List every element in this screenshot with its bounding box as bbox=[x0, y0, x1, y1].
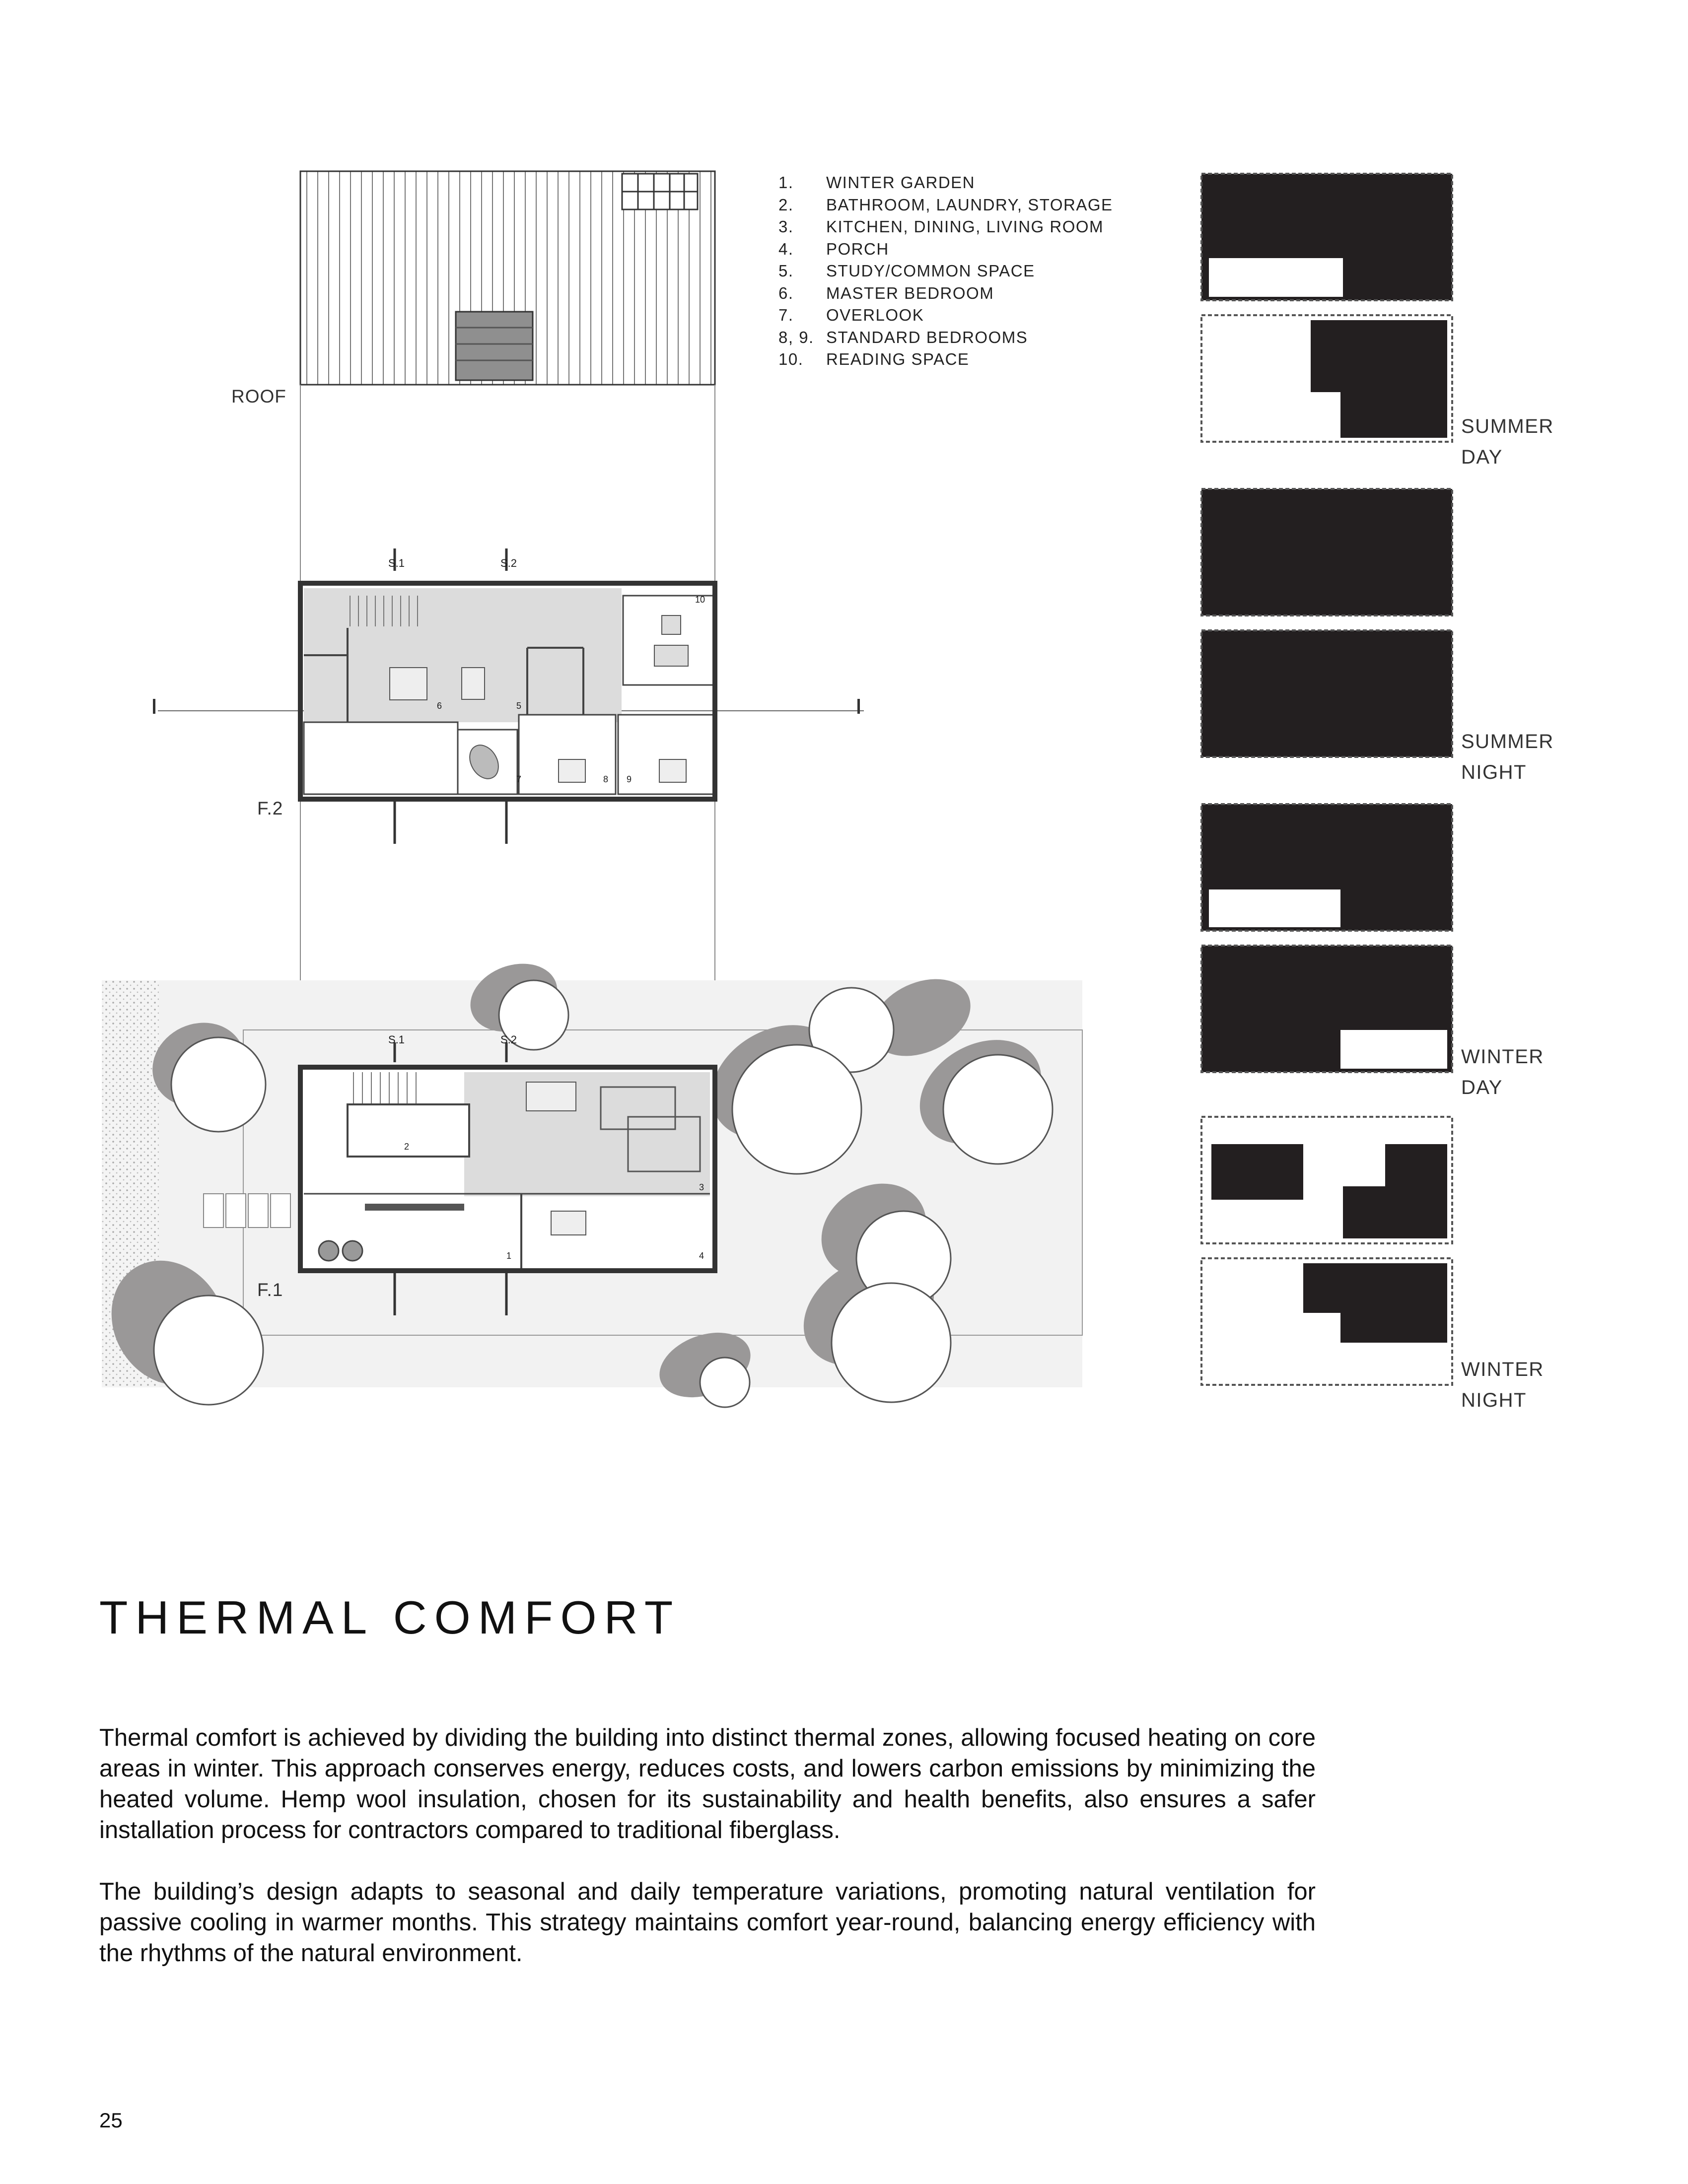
legend-item bbox=[778, 304, 1113, 327]
legend-num: 6. bbox=[778, 283, 794, 302]
legend-label: STANDARD BEDROOMS bbox=[826, 328, 1028, 346]
level-label-roof: ROOF bbox=[231, 386, 286, 407]
roof-solar-panel bbox=[456, 312, 533, 380]
legend-label: OVERLOOK bbox=[826, 306, 924, 324]
legend-item bbox=[778, 327, 1113, 349]
section-mark-s2: S.2 bbox=[500, 557, 517, 569]
zone-label-summer-day: SUMMER DAY bbox=[1461, 415, 1554, 468]
zone-summer-day bbox=[1201, 174, 1452, 442]
page-number: 25 bbox=[99, 2109, 123, 2132]
legend-num: 7. bbox=[778, 306, 794, 324]
section-mark-s2: S.2 bbox=[500, 1033, 517, 1046]
zone-label-summer-night: SUMMER NIGHT bbox=[1461, 731, 1554, 783]
room-tag: 10 bbox=[695, 595, 705, 605]
level-label-f2: F.2 bbox=[257, 798, 283, 819]
room-tag: 4 bbox=[699, 1251, 704, 1261]
room-tag: 6 bbox=[437, 701, 442, 711]
zone-winter-night bbox=[1201, 1117, 1452, 1385]
legend-num: 1. bbox=[778, 173, 794, 192]
legend-label: MASTER BEDROOM bbox=[826, 283, 994, 302]
legend-label: STUDY/COMMON SPACE bbox=[826, 262, 1035, 280]
zone-label-winter-day: WINTER DAY bbox=[1461, 1046, 1544, 1098]
legend-label: READING SPACE bbox=[826, 350, 970, 368]
body-paragraph: The building’s design adapts to seasonal and daily temperature variations, promoting natural ventilation for passive cooling in warmer months. This strategy maintains comfort year-round, balancing energy efficiency with the rhythms of the natural environment. bbox=[99, 1878, 1316, 1967]
zone-winter-day bbox=[1201, 804, 1452, 1072]
legend-item bbox=[778, 260, 1113, 282]
room-tag: 1 bbox=[506, 1251, 512, 1261]
level-label-f1: F.1 bbox=[257, 1280, 283, 1300]
section-mark-s1: S.1 bbox=[388, 1033, 405, 1046]
room-tag: 9 bbox=[627, 774, 632, 784]
section-mark-s1: S.1 bbox=[388, 557, 405, 569]
legend-item bbox=[778, 216, 1113, 238]
legend-item bbox=[778, 194, 1113, 216]
body-paragraph: Thermal comfort is achieved by dividing the building into distinct thermal zones, allowing focused heating on core areas in winter. This approach conserves energy, reduces costs, and lowers carbon emissions by minimizing the heated volume. Hemp wool insulation, chosen for its sustainability and health benefits, also ensures a safer installation process for contractors compared to traditional fiberglass. bbox=[99, 1724, 1316, 1843]
zone-label-winter-night: WINTER NIGHT bbox=[1461, 1359, 1544, 1411]
legend-item bbox=[778, 172, 1113, 194]
roof-plan bbox=[300, 171, 715, 385]
room-tag: 7 bbox=[516, 774, 522, 784]
roof-skylight bbox=[622, 174, 698, 209]
legend-item bbox=[778, 238, 1113, 261]
zone-summer-night bbox=[1201, 489, 1452, 757]
legend-num: 8, 9. bbox=[778, 328, 814, 346]
legend-label: WINTER GARDEN bbox=[826, 173, 975, 192]
page-title: THERMAL COMFORT bbox=[99, 1591, 681, 1643]
legend-num: 10. bbox=[778, 350, 804, 368]
legend-num: 3. bbox=[778, 217, 794, 236]
legend-num: 5. bbox=[778, 262, 794, 280]
room-tag: 8 bbox=[603, 774, 609, 784]
room-tag: 5 bbox=[516, 701, 522, 711]
legend-item bbox=[778, 348, 1113, 371]
legend-label: PORCH bbox=[826, 239, 889, 258]
legend-num: 4. bbox=[778, 239, 794, 258]
legend-num: 2. bbox=[778, 195, 794, 214]
legend-label: BATHROOM, LAUNDRY, STORAGE bbox=[826, 195, 1113, 214]
legend-item bbox=[778, 282, 1113, 305]
legend-label: KITCHEN, DINING, LIVING ROOM bbox=[826, 217, 1104, 236]
room-tag: 2 bbox=[404, 1142, 410, 1152]
room-tag: 3 bbox=[699, 1182, 704, 1192]
room-legend bbox=[778, 172, 1113, 371]
